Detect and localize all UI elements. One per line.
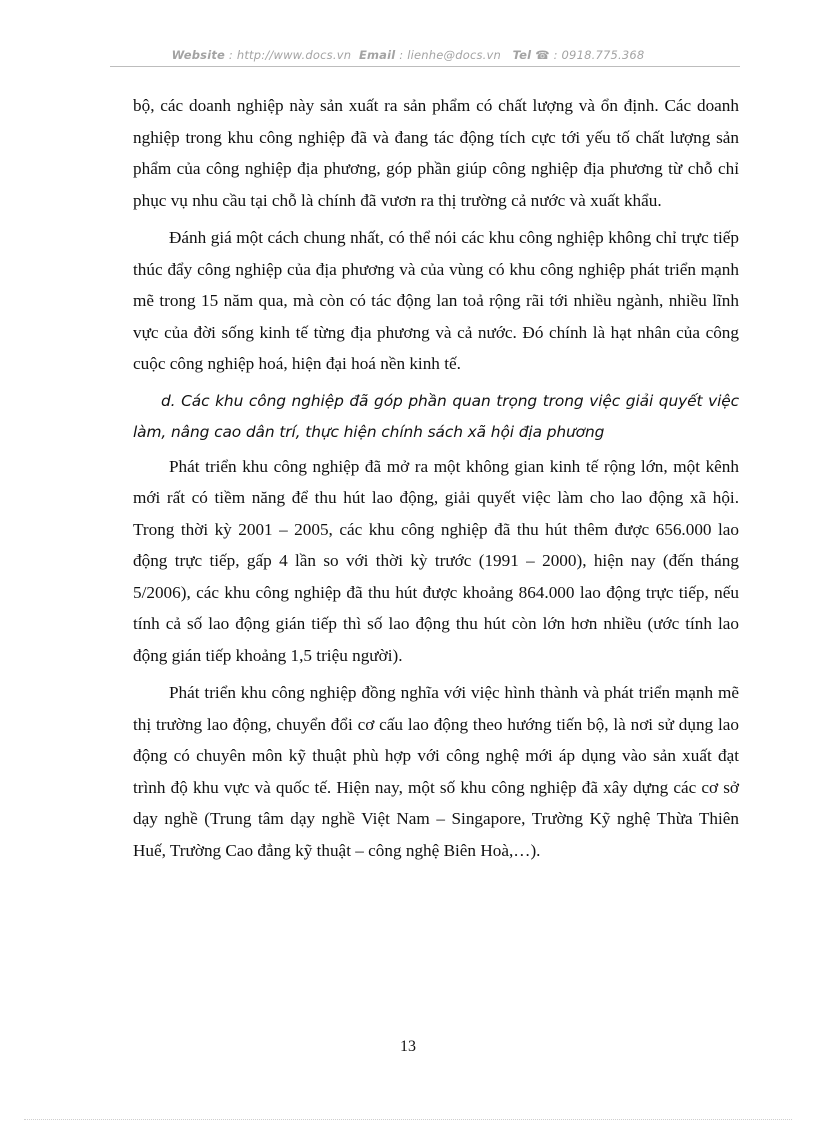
- header-divider: [110, 66, 740, 67]
- phone-icon: ☎: [535, 48, 550, 62]
- email-separator: :: [395, 48, 408, 62]
- body-paragraph: bộ, các doanh nghiệp này sản xuất ra sản phẩm có chất lượng và ổn định. Các doanh nghiệp trong khu công nghiệp đã và đang tác động tích cực tới yếu tố chất lượng sản phẩm của công nghiệp địa phương, góp phần giúp công nghiệp địa phương từ chỗ chỉ phục vụ nhu cầu tại chỗ là chính đã vươn ra thị trường cả nước và xuất khẩu.: [133, 96, 739, 210]
- tel-number: 0918.775.368: [561, 48, 645, 62]
- tel-separator: :: [549, 48, 562, 62]
- page-number: 13: [400, 1038, 416, 1055]
- body-paragraph: Đánh giá một cách chung nhất, có thể nói các khu công nghiệp không chỉ trực tiếp thúc đẩy công nghiệp của địa phương và của vùng có khu công nghiệp phát triển mạnh mẽ trong 15 năm qua, mà còn có tác động lan toả rộng rãi tới nhiều ngành, nhiều lĩnh vực của đời sống kinh tế từng địa phương và cả nước. Đó chính là hạt nhân của công cuộc công nghiệp hoá, hiện đại hoá nền kinh tế.: [133, 228, 739, 373]
- page-bottom-divider: [24, 1119, 792, 1120]
- website-url[interactable]: http://www.docs.vn: [236, 48, 352, 62]
- tel-label: Tel: [512, 48, 532, 62]
- body-paragraph: Phát triển khu công nghiệp đã mở ra một không gian kinh tế rộng lớn, một kênh mới rất có tiềm năng để thu hút lao động, giải quyết việc làm cho lao động xã hội. Trong thời kỳ 2001 – 2005, các khu công nghiệp đã thu hút thêm được 656.000 lao động trực tiếp, gấp 4 lần so với thời kỳ trước (1991 – 2000), hiện nay (đến tháng 5/2006), các khu công nghiệp đã thu hút được khoảng 864.000 lao động trực tiếp, nếu tính cả số lao động gián tiếp thì số lao động thu hút còn lớn hơn nhiều (ước tính lao động gián tiếp khoảng 1,5 triệu người).: [133, 456, 739, 665]
- website-separator: :: [225, 48, 237, 62]
- body-paragraph: Phát triển khu công nghiệp đồng nghĩa với việc hình thành và phát triển mạnh mẽ thị trường lao động, chuyển đổi cơ cấu lao động theo hướng tiến bộ, là nơi sử dụng lao động có chuyên môn kỹ thuật phù hợp với công nghệ mới áp dụng vào sản xuất đạt trình độ khu vực và quốc tế. Hiện nay, một số khu công nghiệp đã xây dựng các cơ sở dạy nghề (Trung tâm dạy nghề Việt Nam – Singapore, Trường Kỹ nghệ Thừa Thiên Huế, Trường Cao đẳng kỹ thuật – công nghệ Biên Hoà,…).: [133, 683, 739, 860]
- website-label: Website: [171, 48, 226, 62]
- section-heading: d. Các khu công nghiệp đã góp phần quan trọng trong việc giải quyết việc làm, nâng cao dân trí, thực hiện chính sách xã hội địa phương: [133, 391, 739, 441]
- page-header: [0, 48, 816, 62]
- email-label: Email: [358, 48, 396, 62]
- email-address[interactable]: lienhe@docs.vn: [407, 48, 502, 62]
- document-body: [133, 90, 739, 872]
